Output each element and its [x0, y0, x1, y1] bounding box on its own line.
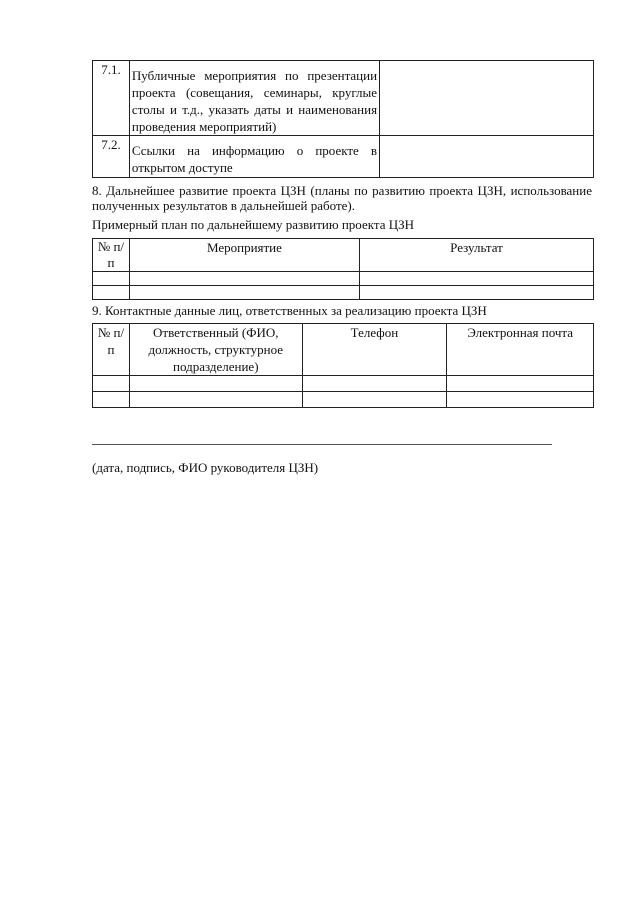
row-value-cell[interactable] [380, 61, 594, 136]
contacts-table [92, 323, 594, 408]
signature-caption: (дата, подпись, ФИО руководителя ЦЗН) [92, 460, 319, 475]
table-row[interactable] [93, 392, 594, 408]
row-description: Публичные мероприятия по презентации проекта (совещания, семинары, круглые столы и т.д., указать даты и наименования проведения мероприятий) [129, 61, 379, 136]
plan-table [92, 238, 594, 300]
col-header-phone: Телефон [302, 324, 447, 376]
table-section-7 [92, 60, 594, 178]
section-9-heading: 9. Контактные данные лиц, ответственных за реализацию проекта ЦЗН [92, 303, 487, 318]
col-header-number: № п/п [93, 239, 130, 272]
row-number: 7.2. [93, 136, 130, 178]
table-row[interactable] [93, 272, 594, 286]
col-header-result: Результат [360, 239, 594, 272]
col-header-responsible: Ответственный (ФИО, должность, структурное подразделение) [129, 324, 302, 376]
col-header-event: Мероприятие [129, 239, 359, 272]
row-description: Ссылки на информацию о проекте в открытом доступе [129, 136, 379, 178]
table-row [93, 136, 594, 178]
col-header-number: № п/п [93, 324, 130, 376]
signature-line[interactable] [92, 444, 552, 445]
table-row[interactable] [93, 286, 594, 300]
table-row [93, 61, 594, 136]
plan-caption: Примерный план по дальнейшему развитию проекта ЦЗН [92, 217, 415, 232]
row-number: 7.1. [93, 61, 130, 136]
section-8-heading: 8. Дальнейшее развитие проекта ЦЗН (планы по развитию проекта ЦЗН, использование полученных результатов в дальнейшей работе). [92, 183, 592, 213]
table-row[interactable] [93, 376, 594, 392]
table-header-row [93, 239, 594, 272]
col-header-email: Электронная почта [447, 324, 594, 376]
row-value-cell[interactable] [380, 136, 594, 178]
table-header-row [93, 324, 594, 376]
